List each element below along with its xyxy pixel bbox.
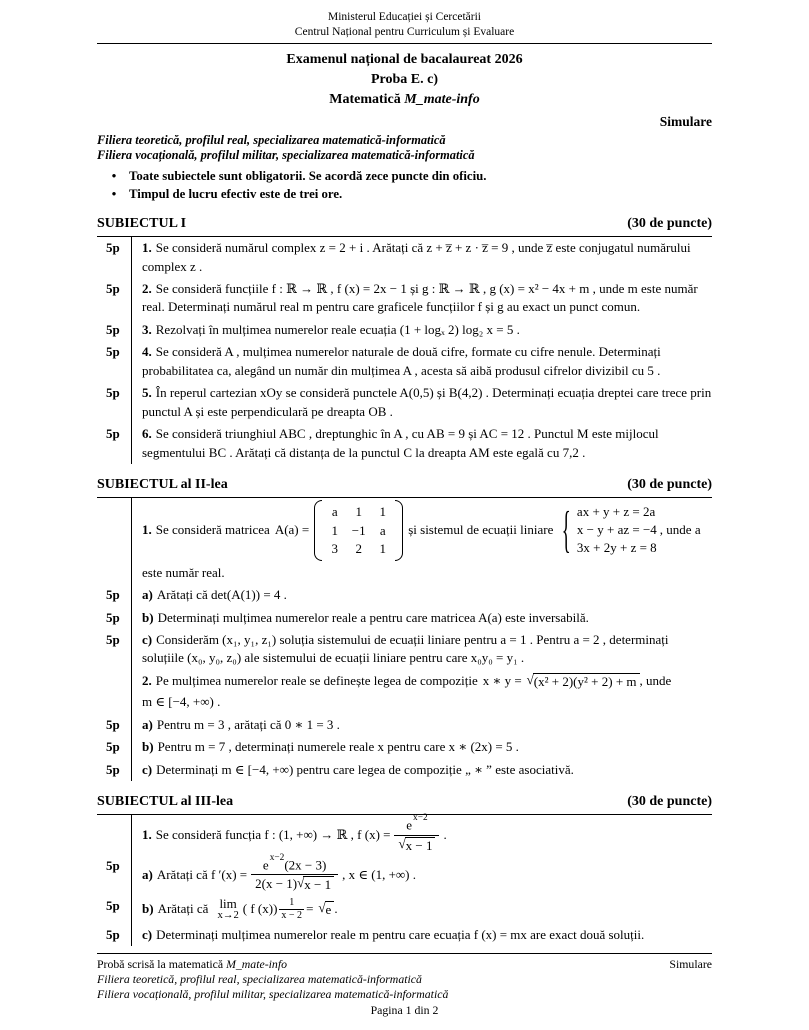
points-label: 5p [106, 761, 120, 777]
problem-row [97, 629, 712, 670]
problem-row [97, 852, 712, 895]
simulare-label: Simulare [659, 113, 712, 129]
square-root [398, 837, 435, 853]
radicand: (x² + 2)(y² + 2) + m [533, 673, 640, 689]
problem-text: Determinați mulțimea numerelor reale m pentru care ecuația f (x) = mx are exact două soluții. [156, 926, 645, 942]
equals-sign: = [306, 901, 314, 917]
points-label: 5p [106, 631, 120, 647]
matrix-cell: 1 [379, 541, 386, 557]
exponent: x−2 [269, 852, 285, 863]
limit-statement [142, 897, 712, 922]
exponent-fraction [279, 897, 304, 922]
points-label: 5p [106, 897, 120, 913]
filiera-block [97, 133, 712, 164]
section1-points: (30 de puncte) [627, 216, 712, 232]
bullet-icon: • [111, 187, 117, 202]
points-label: 5p [106, 344, 120, 360]
ministry-line2: Centrul Național pentru Curriculum și Evaluare [294, 25, 515, 38]
footer-proba: Probă scrisă la matematică [97, 956, 224, 971]
fraction [251, 852, 338, 893]
problem-text: Pentru m = 7 , determinați numerele reale x pentru care x ∗ (2x) = 5 . [157, 739, 519, 755]
points-label: 5p [106, 385, 120, 401]
problem-text: În reperul cartezian xOy se consideră punctele A(0,5) și B(4,2) . Determinați ecuația dreptei care trece prin punctul A și este perpendiculară pe dreapta OB . [142, 385, 712, 419]
points-label: 5p [106, 609, 120, 625]
radical-sign: √ [318, 900, 326, 916]
statement-text: , unde a [659, 522, 701, 538]
item-letter: c) [142, 926, 153, 942]
footer-proba-code: M_mate-info [226, 956, 287, 971]
matrix-paren-left [314, 500, 322, 561]
function-statement [142, 812, 712, 853]
lim-subscript: x→2 [217, 910, 239, 922]
footer-divider [97, 953, 712, 1018]
problem-number: 2. [142, 281, 152, 297]
radical-sign: √ [297, 875, 305, 891]
radicand: e [325, 901, 335, 917]
problem-text: soluțiile (x₀, y₀, z₀) ale sistemului de ecuații liniare pentru care x₀y₀ = y₁ . [142, 650, 525, 666]
radicand: x − 1 [405, 837, 436, 853]
section3-points: (30 de puncte) [627, 794, 712, 810]
ministry-line1: Ministerul Educației și Cercetării [328, 11, 481, 23]
problem-row [97, 714, 712, 736]
item-letter: c) [142, 761, 153, 777]
page-number: Pagina 1 din 2 [370, 1002, 439, 1017]
statement-text: și sistemul de ecuații liniare [408, 522, 554, 538]
exam-title: Examenul național de bacalaureat 2026 [286, 51, 523, 67]
matrix-cell: 3 [331, 541, 338, 557]
numerator-rest: (2x − 3) [284, 857, 327, 873]
square-root [527, 673, 640, 689]
statement-text: , unde [639, 672, 672, 688]
problem-row [97, 895, 712, 924]
statement-text: Se consideră matricea [155, 522, 270, 538]
problem-row [97, 812, 712, 855]
problem-row [97, 498, 712, 584]
problem-number: 1. [142, 240, 152, 256]
section1-table [97, 236, 712, 464]
subject-code: M_mate-info [404, 92, 480, 108]
statement-text: este număr real. [142, 564, 225, 580]
system-equation: 3x + 2y + z = 8 [576, 540, 657, 556]
statement-text: . [443, 826, 447, 842]
matrix-cell: a [379, 522, 386, 538]
section2-table [97, 497, 712, 781]
derivative-statement [142, 852, 712, 893]
footer-filiera1: Filiera teoretică, profilul real, specializarea matematică-informatică [97, 972, 422, 987]
item-letter: a) [142, 716, 153, 732]
equation-system [561, 500, 657, 558]
exp-base: e [262, 857, 269, 873]
matrix-paren-right [395, 500, 403, 561]
problem-text: Rezolvați în mulțimea numerelor reale ecuația (1 + logₓ 2) log₂ x = 5 . [155, 321, 520, 337]
radical-sign: √ [526, 671, 534, 687]
matrix-statement [142, 500, 712, 561]
problem-number: 1. [142, 826, 152, 842]
problem-text: Arătați că det(A(1)) = 4 . [156, 587, 287, 603]
exp-numerator: 1 [289, 896, 295, 908]
section2-points: (30 de puncte) [627, 477, 712, 493]
matrix [314, 500, 403, 561]
exp-base: e [406, 817, 413, 833]
section3-header [97, 792, 712, 812]
matrix-cell: 1 [355, 503, 362, 519]
problem-number: 2. [142, 672, 152, 688]
item-letter: c) [142, 631, 153, 647]
problem-row [97, 278, 712, 319]
problem-row [97, 423, 712, 464]
problem-number: 1. [142, 522, 152, 538]
item-letter: b) [142, 901, 154, 917]
problem-row [97, 237, 712, 278]
system-brace: { [562, 500, 572, 558]
problem-text: Pentru m = 3 , arătați că 0 ∗ 1 = 3 . [156, 716, 340, 732]
instructions [97, 167, 712, 203]
statement-text: Arătați că [157, 901, 209, 917]
problem-number: 4. [142, 344, 152, 360]
item-letter: a) [142, 866, 153, 882]
points-label: 5p [106, 240, 120, 256]
problem-text: Determinați mulțimea numerelor reale a pentru care matricea A(a) este inversabilă. [157, 609, 589, 625]
exam-proba: Proba E. c) [370, 72, 438, 88]
section3-table [97, 814, 712, 946]
footer-simulare: Simulare [669, 956, 712, 971]
page-footer [97, 953, 712, 1018]
filiera-line2: Filiera vocațională, profilul militar, specializarea matematică-informatică [97, 148, 475, 163]
problem-row [97, 759, 712, 781]
matrix-label: A(a) = [274, 522, 310, 538]
exam-subject [97, 90, 712, 110]
points-label: 5p [106, 426, 120, 442]
fraction [394, 812, 439, 853]
bullet-icon: • [111, 168, 117, 183]
radicand: x − 1 [303, 876, 334, 892]
points-label [97, 815, 131, 855]
matrix-cell: 1 [379, 503, 386, 519]
statement-text: Pe mulțimea numerelor reale se definește legea de compoziție [155, 672, 478, 688]
points-label: 5p [106, 926, 120, 942]
problem-text: Determinați m ∈ [−4, +∞) pentru care legea de compoziție „ ∗ ” este asociativă. [156, 761, 574, 777]
problem-row [97, 584, 712, 606]
statement-text: . [334, 901, 338, 917]
item-letter: b) [142, 739, 154, 755]
problem-row [97, 670, 712, 714]
problem-number: 6. [142, 426, 152, 442]
filiera-line1: Filiera teoretică, profilul real, specializarea matematică-informatică [97, 132, 446, 147]
section2-header [97, 475, 712, 495]
problem-row [97, 319, 712, 341]
lim-word: lim [219, 895, 237, 911]
problem-text: Se consideră A , mulțimea numerelor naturale de două cifre, formate cu cifre nenule. Determinați probabilitatea ca, alegând un număr din mulțimea A , acesta să aibă produsul cifrelor divizibil cu 5 . [142, 344, 661, 378]
item-letter: a) [142, 587, 153, 603]
section1-title: SUBIECTUL I [97, 216, 187, 232]
points-label: 5p [106, 716, 120, 732]
law-lhs: x ∗ y = [482, 672, 522, 688]
problem-text: Se consideră funcțiile f : ℝ → ℝ , f (x) = 2x − 1 și g : ℝ → ℝ , g (x) = x² − 4x + m , unde m este număr real. Determinați numărul real m pentru care graficele funcțiilor f și g au exact un punct comun. [142, 281, 698, 315]
instruction-item [97, 185, 712, 203]
square-root [318, 901, 334, 917]
problem-text: Se consideră triunghiul ABC , dreptunghic în A , cu AB = 9 și AC = 12 . Punctul M este mijlocul segmentului BC . Arătați că distanța de la punctul C la dreapta AM este egală cu 7,2 . [142, 426, 659, 460]
points-label [97, 670, 131, 714]
footer-filiera2: Filiera vocațională, profilul militar, specializarea matematică-informatică [97, 987, 449, 1002]
points-label: 5p [106, 739, 120, 755]
matrix-cell: 2 [355, 541, 362, 557]
exponent: x−2 [413, 812, 428, 823]
statement-text: , x ∈ (1, +∞) . [342, 866, 417, 882]
exam-titles [97, 50, 712, 111]
points-label: 5p [106, 857, 120, 873]
problem-number: 5. [142, 385, 152, 401]
points-label: 5p [106, 587, 120, 603]
problem-number: 3. [142, 321, 152, 337]
instruction-item [97, 167, 712, 185]
denominator-pre: 2(x − 1) [255, 876, 298, 892]
problem-row [97, 736, 712, 758]
points-label: 5p [106, 281, 120, 297]
matrix-cell: −1 [351, 522, 366, 538]
points-label [97, 498, 131, 584]
matrix-cell: 1 [331, 522, 338, 538]
system-equation: ax + y + z = 2a [576, 504, 656, 519]
system-equation: x − y + az = −4 [576, 522, 657, 538]
problem-text: Considerăm (x₁, y₁, z₁) soluția sistemului de ecuații liniare pentru a = 1 . Pentru a = 2 , determinați [156, 631, 669, 647]
points-label: 5p [106, 321, 120, 337]
composition-law-statement [142, 672, 712, 690]
problem-row [97, 607, 712, 629]
instruction-text: Timpul de lucru efectiv este de trei ore. [129, 187, 343, 202]
section3-title: SUBIECTUL al III-lea [97, 794, 234, 810]
statement-text: Se consideră funcția f : (1, +∞) → ℝ , f (x) = [155, 826, 391, 842]
section1-header [97, 214, 712, 234]
exp-denominator: x − 2 [281, 909, 303, 921]
problem-text: Se consideră numărul complex z = 2 + i . Arătați că z + z̅ + z · z̅ = 9 , unde z̅ este conjugatul numărului complex z . [142, 240, 691, 274]
statement-text: Arătați că f ′(x) = [156, 866, 248, 882]
problem-row [97, 341, 712, 382]
instruction-text: Toate subiectele sunt obligatorii. Se acordă zece puncte din oficiu. [129, 168, 487, 183]
problem-row [97, 382, 712, 423]
subject-label: Matematică [329, 92, 401, 108]
problem-row [97, 924, 712, 946]
item-letter: b) [142, 609, 154, 625]
radical-sign: √ [398, 835, 406, 851]
domain-text: m ∈ [−4, +∞) . [142, 694, 221, 710]
matrix-cell: a [331, 503, 338, 519]
limit-operator [217, 897, 238, 922]
square-root [297, 876, 334, 892]
limit-base: ( f (x)) [242, 901, 278, 917]
header-divider [97, 43, 712, 44]
section2-title: SUBIECTUL al II-lea [97, 477, 228, 493]
ministry-header [97, 10, 712, 40]
